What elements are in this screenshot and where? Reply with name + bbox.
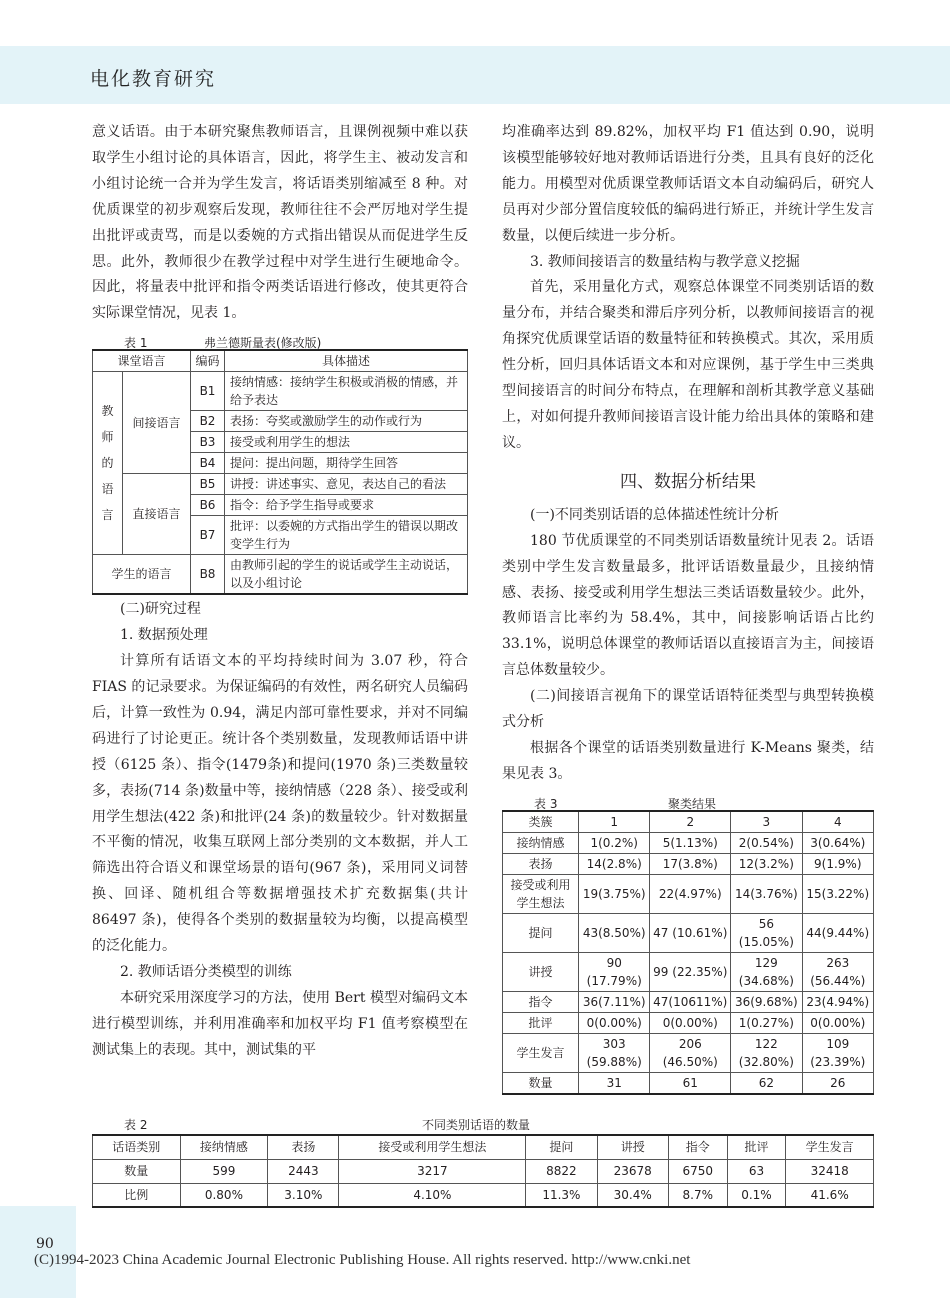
page-number: 90	[36, 1236, 54, 1252]
row-label: 表扬	[503, 853, 579, 874]
table-header-cell: 讲授	[597, 1135, 668, 1159]
table2-wrapper	[92, 1114, 874, 1208]
table-cell: 47 (10.61%)	[650, 913, 731, 952]
table3-caption	[502, 790, 874, 810]
right-paragraph-1: 均准确率达到 89.82%，加权平均 F1 值达到 0.90，说明该模型能够较好地对教师话语进行分类，且具有良好的泛化能力。用模型对优质课堂教师话语文本自动编码后，研究人员再对少部分置信度较低的编码进行矫正，并统计学生发言数量，以便后续进一步分析。	[502, 124, 874, 244]
left-paragraph-3: 本研究采用深度学习的方法，使用 Bert 模型对编码文本进行模型训练，并利用准确率和加权平均 F1 值考察模型在测试集上的表现。其中，测试集的平	[92, 989, 468, 1058]
subheading-indirect-language: 3. 教师间接语言的数量结构与教学意义挖掘	[530, 253, 800, 270]
code-cell: B3	[191, 432, 225, 453]
subheading-feature-types: (二)间接语言视角下的课堂话语特征类型与典型转换模式分析	[502, 688, 874, 731]
indirect-language-label: 间接语言	[123, 372, 191, 474]
table-cell: 263 (56.44%)	[802, 952, 873, 991]
table-cell: 3.10%	[268, 1183, 339, 1207]
table-cell: 122 (32.80%)	[731, 1033, 802, 1072]
table-cell: 8822	[526, 1159, 597, 1183]
right-column	[502, 120, 874, 1095]
table-cell: 63	[727, 1159, 786, 1183]
subheading-model-training: 2. 教师话语分类模型的训练	[120, 963, 292, 980]
desc-cell: 接纳情感：接纳学生积极或消极的情感，并给予表达	[225, 372, 468, 411]
table-header-cell: 编码	[191, 350, 225, 372]
copyright-footer: (C)1994-2023 China Academic Journal Electronic Publishing House. All rights reserved. http://www.cnki.net	[34, 1252, 691, 1268]
table-cell: 0(0.00%)	[579, 1012, 650, 1033]
table-row	[503, 952, 874, 991]
right-paragraph-4: 根据各个课堂的话语类别数量进行 K-Means 聚类，结果见表 3。	[502, 739, 874, 782]
table1-title: 弗兰德斯量表(修改版)	[204, 336, 322, 351]
desc-cell: 批评：以委婉的方式指出学生的错误以期改变学生行为	[225, 516, 468, 555]
code-cell: B2	[191, 411, 225, 432]
teacher-language-label: 教 师 的 语 言	[93, 372, 123, 555]
table-cell: 3(0.64%)	[802, 832, 873, 853]
desc-cell: 表扬：夸奖或激励学生的动作或行为	[225, 411, 468, 432]
table-cell: 17(3.8%)	[650, 853, 731, 874]
code-cell: B6	[191, 495, 225, 516]
subheading-research-process: (二)研究过程	[120, 601, 201, 618]
table-row	[93, 1159, 874, 1183]
table-cell: 32418	[786, 1159, 874, 1183]
code-cell: B1	[191, 372, 225, 411]
table-row	[503, 874, 874, 913]
table-cell: 0.80%	[180, 1183, 268, 1207]
table-row	[503, 913, 874, 952]
table3-number: 表 3	[534, 796, 558, 811]
code-cell: B5	[191, 474, 225, 495]
subheading-descriptive-stats: (一)不同类别话语的总体描述性统计分析	[530, 506, 779, 523]
table-cell: 129 (34.68%)	[731, 952, 802, 991]
table-row	[503, 1072, 874, 1094]
table-cell: 6750	[668, 1159, 727, 1183]
table-row	[503, 853, 874, 874]
table-header-cell: 学生发言	[786, 1135, 874, 1159]
table-header-cell: 提问	[526, 1135, 597, 1159]
row-label: 数量	[93, 1159, 181, 1183]
table3-title: 聚类结果	[668, 796, 717, 811]
row-label: 接受或利用学生想法	[503, 874, 579, 913]
table-header-cell: 表扬	[268, 1135, 339, 1159]
table-header-cell: 接纳情感	[180, 1135, 268, 1159]
table-cell: 90 (17.79%)	[579, 952, 650, 991]
table-cell: 43(8.50%)	[579, 913, 650, 952]
table-row	[93, 1135, 874, 1159]
table-cell: 599	[180, 1159, 268, 1183]
table-cell: 0.1%	[727, 1183, 786, 1207]
row-label: 提问	[503, 913, 579, 952]
left-paragraph-1: 意义话语。由于本研究聚焦教师语言，且课例视频中难以获取学生小组讨论的具体语言，因此，将学生主、被动发言和小组讨论统一合并为学生发言，将话语类别缩减至 8 种。对优质课堂的初步观察后发现，教师往往不会严厉地对学生提出批评或责骂，而是以委婉的方式指出错误从而促进学生反思。此外，教师很少在教学过程中对学生进行生硬地命令。因此，将量表中批评和指令两类话语进行修改，使其更符合实际课堂情况，见表 1。	[92, 124, 468, 322]
row-label: 比例	[93, 1183, 181, 1207]
desc-cell: 讲授：讲述事实、意见，表达自己的看法	[225, 474, 468, 495]
row-label: 批评	[503, 1012, 579, 1033]
table-header-cell: 指令	[668, 1135, 727, 1159]
right-paragraph-3: 180 节优质课堂的不同类别话语数量统计见表 2。话语类别中学生发言数量最多，批评话语数量最少，且接纳情感、表扬、接受或利用学生想法三类话语数量较少。此外，教师语言比率约为 58.4%，其中，间接影响话语占比约 33.1%，说明总体课堂的教师话语以直接语言为主，间接语言总体数量较少。	[502, 532, 874, 679]
left-column	[92, 120, 468, 1064]
direct-language-label: 直接语言	[123, 474, 191, 555]
table-cell: 3217	[339, 1159, 526, 1183]
table-row	[503, 991, 874, 1012]
table-cell: 61	[650, 1072, 731, 1094]
table-header-cell: 3	[731, 811, 802, 833]
table-cell: 23678	[597, 1159, 668, 1183]
row-label: 接纳情感	[503, 832, 579, 853]
table-header-cell: 接受或利用学生想法	[339, 1135, 526, 1159]
code-cell: B8	[191, 555, 225, 595]
table-cell: 44(9.44%)	[802, 913, 873, 952]
row-label: 数量	[503, 1072, 579, 1094]
table-cell: 22(4.97%)	[650, 874, 731, 913]
student-language-label: 学生的语言	[93, 555, 191, 595]
desc-cell: 接受或利用学生的想法	[225, 432, 468, 453]
table-cell: 23(4.94%)	[802, 991, 873, 1012]
table3	[502, 810, 874, 1095]
code-cell: B4	[191, 453, 225, 474]
table-row	[93, 372, 468, 411]
section-title-results: 四、数据分析结果	[620, 471, 756, 492]
table-cell: 11.3%	[526, 1183, 597, 1207]
table-cell: 36(7.11%)	[579, 991, 650, 1012]
desc-cell: 指令：给予学生指导或要求	[225, 495, 468, 516]
right-paragraph-2: 首先，采用量化方式，观察总体课堂不同类别话语的数量分布，并结合聚类和滞后序列分析，以教师间接语言的视角探究优质课堂话语的数量特征和转换模式。其次，采用质性分析，回归具体话语文本和对应课例，基于学生中三类典型间接语言的时间分布特点，在理解和剖析其教学意义基础上，对如何提升教师间接语言设计能力给出具体的策略和建议。	[502, 279, 874, 451]
table-cell: 14(3.76%)	[731, 874, 802, 913]
table-cell: 4.10%	[339, 1183, 526, 1207]
table2-number: 表 2	[124, 1118, 148, 1132]
table-header-cell: 话语类别	[93, 1135, 181, 1159]
table-header-cell: 具体描述	[225, 350, 468, 372]
table-cell: 303 (59.88%)	[579, 1033, 650, 1072]
table1-number: 表 1	[124, 336, 148, 351]
table-cell: 0(0.00%)	[650, 1012, 731, 1033]
table-row	[93, 555, 468, 595]
table-header-cell: 1	[579, 811, 650, 833]
row-label: 学生发言	[503, 1033, 579, 1072]
subheading-preprocessing: 1. 数据预处理	[120, 627, 208, 644]
table-cell: 31	[579, 1072, 650, 1094]
table-cell: 2(0.54%)	[731, 832, 802, 853]
table-cell: 99 (22.35%)	[650, 952, 731, 991]
table2-caption	[92, 1114, 874, 1134]
table1	[92, 349, 468, 595]
table-cell: 5(1.13%)	[650, 832, 731, 853]
table-row	[503, 1033, 874, 1072]
desc-cell: 提问：提出问题，期待学生回答	[225, 453, 468, 474]
table-header-cell: 2	[650, 811, 731, 833]
table-cell: 0(0.00%)	[802, 1012, 873, 1033]
code-cell: B7	[191, 516, 225, 555]
table1-caption	[92, 329, 468, 349]
table-cell: 26	[802, 1072, 873, 1094]
table-cell: 41.6%	[786, 1183, 874, 1207]
table-cell: 14(2.8%)	[579, 853, 650, 874]
table-cell: 9(1.9%)	[802, 853, 873, 874]
table-cell: 15(3.22%)	[802, 874, 873, 913]
table-cell: 2443	[268, 1159, 339, 1183]
row-label: 指令	[503, 991, 579, 1012]
table-cell: 47(10611%)	[650, 991, 731, 1012]
table-row	[503, 1012, 874, 1033]
table-cell: 8.7%	[668, 1183, 727, 1207]
table-row	[93, 1183, 874, 1207]
table-header-cell: 4	[802, 811, 873, 833]
row-label: 讲授	[503, 952, 579, 991]
table2-title: 不同类别话语的数量	[422, 1118, 531, 1132]
table-cell: 1(0.27%)	[731, 1012, 802, 1033]
table-cell: 30.4%	[597, 1183, 668, 1207]
table-cell: 1(0.2%)	[579, 832, 650, 853]
table-cell: 206 (46.50%)	[650, 1033, 731, 1072]
table-cell: 62	[731, 1072, 802, 1094]
table-row	[93, 474, 468, 495]
table-header-cell: 课堂语言	[93, 350, 191, 372]
table-header-cell: 类簇	[503, 811, 579, 833]
table-cell: 109 (23.39%)	[802, 1033, 873, 1072]
table-row	[503, 832, 874, 853]
table-cell: 19(3.75%)	[579, 874, 650, 913]
table2	[92, 1134, 874, 1208]
table-cell: 12(3.2%)	[731, 853, 802, 874]
left-paragraph-2: 计算所有话语文本的平均持续时间为 3.07 秒，符合 FIAS 的记录要求。为保证编码的有效性，两名研究人员编码后，计算一致性为 0.94，满足内部可靠性要求，并对不同编码进行了讨论更正。统计各个类别数量，发现教师话语中讲授（6125 条）、指令(1479条)和提问(1970 条)三类数量较多，表扬(714 条)数量中等，接纳情感（228 条）、接受或利用学生想法(422 条)和批评(24 条)的数量较少。针对数据量不平衡的情况，收集互联网上部分类别的文本数据，并人工筛选出符合语义和课堂场景的语句(967 条)，采用同义词替换、回译、随机组合等数据增强技术扩充数据集(共计 86497 条)，使得各个类别的数据量较为均衡，以提高模型的泛化能力。	[92, 653, 468, 955]
table-cell: 36(9.68%)	[731, 991, 802, 1012]
table-cell: 56 (15.05%)	[731, 913, 802, 952]
journal-name: 电化教育研究	[90, 68, 217, 90]
desc-cell: 由教师引起的学生的说话或学生主动说话，以及小组讨论	[225, 555, 468, 595]
table-header-cell: 批评	[727, 1135, 786, 1159]
